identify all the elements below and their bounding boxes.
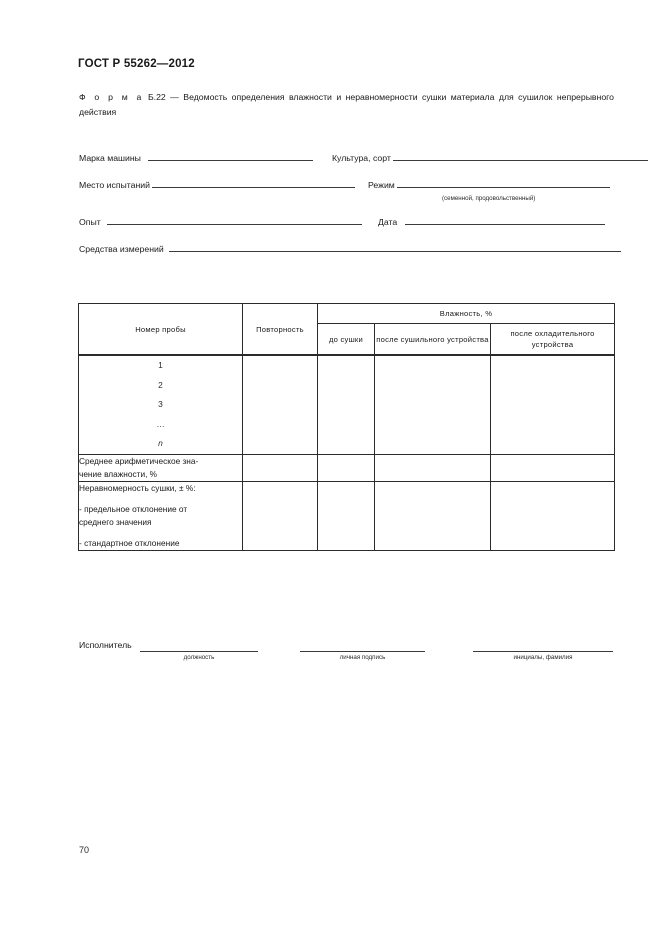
field-label-measuring-instruments: Средства измерений [79,244,164,254]
table-head [79,304,615,356]
standard-header: ГОСТ Р 55262—2012 [78,58,195,70]
field-label-machine-brand: Марка машины [79,153,141,163]
signature-caption-personal-signature: личная подпись [339,654,386,661]
moisture-table-wrapper [78,303,614,551]
signature-line-personal-signature[interactable] [300,651,425,652]
table-body [79,355,615,550]
col-header-repetition: Повторность [243,304,318,356]
field-rule-date[interactable] [405,214,605,225]
cell-after-drying-mean[interactable] [375,454,491,481]
field-label-mode: Режим [368,180,395,190]
cell-before-drying-nonuniformity[interactable] [318,481,375,550]
page-number: 70 [79,845,90,855]
field-rule-experiment[interactable] [107,214,362,225]
table-row-samples [79,355,615,454]
signature-caption-position: должность [183,654,215,661]
table-row-nonuniformity [79,481,615,550]
signature-line-position[interactable] [140,651,258,652]
field-label-experiment: Опыт [79,217,101,227]
field-row-2 [79,177,614,214]
col-header-sample-number: Номер пробы [79,304,243,356]
col-header-after-cooling-device: после охладительного устройства [491,324,615,356]
signature-caption-initials-surname: инициалы, фамилия [513,654,573,661]
field-label-crop-variety: Культура, сорт [332,153,391,163]
form-number: Б.22 [147,92,166,102]
cell-after-drying-nonuniformity[interactable] [375,481,491,550]
field-rule-mode[interactable] [397,177,610,188]
col-header-moisture-group: Влажность, % [318,304,615,324]
nonuniformity-line-2: - предельное отклонение от [79,503,188,514]
table-head-row-1 [79,304,615,324]
cell-before-drying-mean[interactable] [318,454,375,481]
cell-after-cooling-samples[interactable] [491,355,615,454]
cell-sample-numbers [79,355,243,454]
mean-moisture-line-2: чение влажности, % [79,468,158,479]
cell-after-drying-samples[interactable] [375,355,491,454]
cell-repetition-samples[interactable] [243,355,318,454]
form-title: Ведомость определения влажности и неравномерности сушки материала для сушилок непрерывного действия [79,92,614,117]
field-rule-measuring-instruments[interactable] [169,241,621,252]
field-row-3 [79,214,614,241]
sample-number-n: n [158,438,163,448]
sample-number-1: 1 [158,360,163,370]
form-dash: — [170,92,179,102]
field-rule-machine-brand[interactable] [148,150,313,161]
form-label: Ф о р м а [79,92,144,102]
cell-repetition-nonuniformity[interactable] [243,481,318,550]
cell-label-nonuniformity [79,481,243,550]
table-row-mean-moisture [79,454,615,481]
col-header-after-drying-device: после сушильного устройства [375,324,491,356]
nonuniformity-line-3: среднего значения [79,516,152,527]
field-label-test-location: Место испытаний [79,180,150,190]
field-rule-test-location[interactable] [152,177,355,188]
field-row-4 [79,241,614,268]
cell-repetition-mean[interactable] [243,454,318,481]
mean-moisture-line-1: Среднее арифметическое зна- [79,455,199,466]
executor-label: Исполнитель [79,640,132,650]
form-fields [79,150,614,268]
signature-line-initials-surname[interactable] [473,651,613,652]
cell-label-mean-moisture [79,454,243,481]
cell-before-drying-samples[interactable] [318,355,375,454]
cell-after-cooling-nonuniformity[interactable] [491,481,615,550]
sample-number-2: 2 [158,379,163,390]
moisture-table [78,303,615,551]
nonuniformity-line-1: Неравномерность сушки, ± %: [79,482,196,493]
cell-after-cooling-mean[interactable] [491,454,615,481]
form-caption [79,90,614,120]
nonuniformity-line-4: - стандартное отклонение [79,537,180,548]
field-note-mode: (семенной, продовольственный) [442,195,536,202]
sample-number-3: 3 [158,399,163,409]
sample-number-ellipsis: … [156,418,165,429]
field-row-1 [79,150,614,177]
field-rule-crop-variety[interactable] [393,150,648,161]
field-label-date: Дата [378,217,398,227]
col-header-before-drying: до сушки [318,324,375,356]
